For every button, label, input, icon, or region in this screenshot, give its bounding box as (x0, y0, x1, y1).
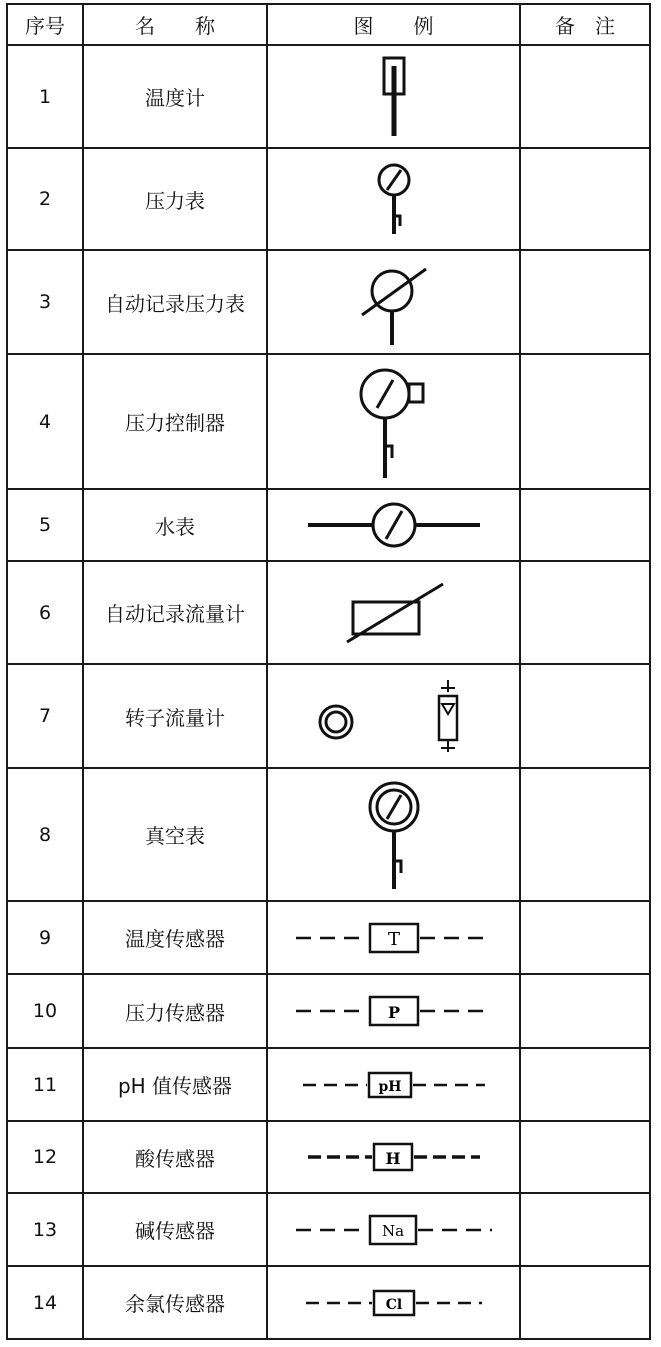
sensor-label: Cl (385, 1296, 402, 1313)
table-row (7, 561, 650, 664)
row-number: 14 (7, 1266, 83, 1339)
row-symbol (267, 1121, 520, 1193)
row-name: 自动记录压力表 (83, 250, 267, 354)
table-row (7, 250, 650, 354)
sensor-label: pH (377, 1078, 402, 1095)
row-number: 12 (7, 1121, 83, 1193)
row-symbol (267, 489, 520, 561)
table-row (7, 664, 650, 768)
sensor-label: P (387, 1003, 400, 1022)
row-number: 1 (7, 45, 83, 148)
row-name: 自动记录流量计 (83, 561, 267, 664)
row-symbol (267, 354, 520, 489)
residual-chlorine-sensor-icon (302, 1283, 486, 1323)
row-symbol (267, 1266, 520, 1339)
row-remark (520, 148, 650, 250)
sensor-label: Na (381, 1221, 404, 1240)
row-remark (520, 901, 650, 974)
row-name: 温度传感器 (83, 901, 267, 974)
row-name: 余氯传感器 (83, 1266, 267, 1339)
recording-flowmeter-icon (339, 578, 449, 648)
row-number: 7 (7, 664, 83, 768)
rotameter-icon (304, 676, 484, 756)
table-row (7, 1121, 650, 1193)
row-name: 酸传感器 (83, 1121, 267, 1193)
pressure-gauge-icon (364, 154, 424, 244)
row-number: 4 (7, 354, 83, 489)
table-row (7, 974, 650, 1048)
thermometer-icon (364, 52, 424, 142)
table-row (7, 1266, 650, 1339)
row-name: 压力传感器 (83, 974, 267, 1048)
row-number: 6 (7, 561, 83, 664)
header-no: 序号 (7, 4, 83, 45)
row-number: 8 (7, 768, 83, 901)
row-number: 11 (7, 1048, 83, 1121)
row-number: 13 (7, 1193, 83, 1266)
alkali-sensor-icon (292, 1208, 496, 1252)
row-name: 水表 (83, 489, 267, 561)
row-symbol (267, 768, 520, 901)
row-remark (520, 1193, 650, 1266)
pressure-controller-icon (349, 362, 439, 482)
sensor-label: H (384, 1149, 401, 1168)
row-remark (520, 768, 650, 901)
row-number: 10 (7, 974, 83, 1048)
row-number: 9 (7, 901, 83, 974)
symbol-legend-table (6, 3, 651, 1340)
vacuum-gauge-icon (364, 775, 424, 895)
acid-sensor-icon (304, 1137, 484, 1177)
pressure-sensor-icon (292, 989, 496, 1033)
header-symbol: 图 例 (267, 4, 520, 45)
row-remark (520, 664, 650, 768)
row-number: 5 (7, 489, 83, 561)
row-name: 转子流量计 (83, 664, 267, 768)
row-remark (520, 250, 650, 354)
table-row (7, 768, 650, 901)
table-row (7, 901, 650, 974)
row-number: 3 (7, 250, 83, 354)
row-number: 2 (7, 148, 83, 250)
row-remark (520, 489, 650, 561)
table-row (7, 1193, 650, 1266)
row-remark (520, 1048, 650, 1121)
row-remark (520, 974, 650, 1048)
sensor-label: T (387, 928, 400, 950)
table-row (7, 148, 650, 250)
water-meter-icon (304, 497, 484, 553)
table-row (7, 354, 650, 489)
row-symbol (267, 1193, 520, 1266)
table-row (7, 489, 650, 561)
row-symbol (267, 148, 520, 250)
recording-pressure-gauge-icon (344, 255, 444, 349)
row-symbol (267, 664, 520, 768)
row-name: 温度计 (83, 45, 267, 148)
header-row (7, 4, 650, 45)
row-remark (520, 354, 650, 489)
ph-sensor-icon (299, 1065, 489, 1105)
row-symbol (267, 250, 520, 354)
row-name: 压力表 (83, 148, 267, 250)
row-symbol (267, 1048, 520, 1121)
row-symbol (267, 901, 520, 974)
row-name: 压力控制器 (83, 354, 267, 489)
row-name: pH 值传感器 (83, 1048, 267, 1121)
row-symbol (267, 45, 520, 148)
table-row (7, 1048, 650, 1121)
row-name: 碱传感器 (83, 1193, 267, 1266)
row-remark (520, 561, 650, 664)
row-name: 真空表 (83, 768, 267, 901)
row-remark (520, 1266, 650, 1339)
row-symbol (267, 974, 520, 1048)
temperature-sensor-icon (292, 916, 496, 960)
row-symbol (267, 561, 520, 664)
row-remark (520, 1121, 650, 1193)
header-name: 名 称 (83, 4, 267, 45)
header-remark: 备 注 (520, 4, 650, 45)
table-row (7, 45, 650, 148)
row-remark (520, 45, 650, 148)
